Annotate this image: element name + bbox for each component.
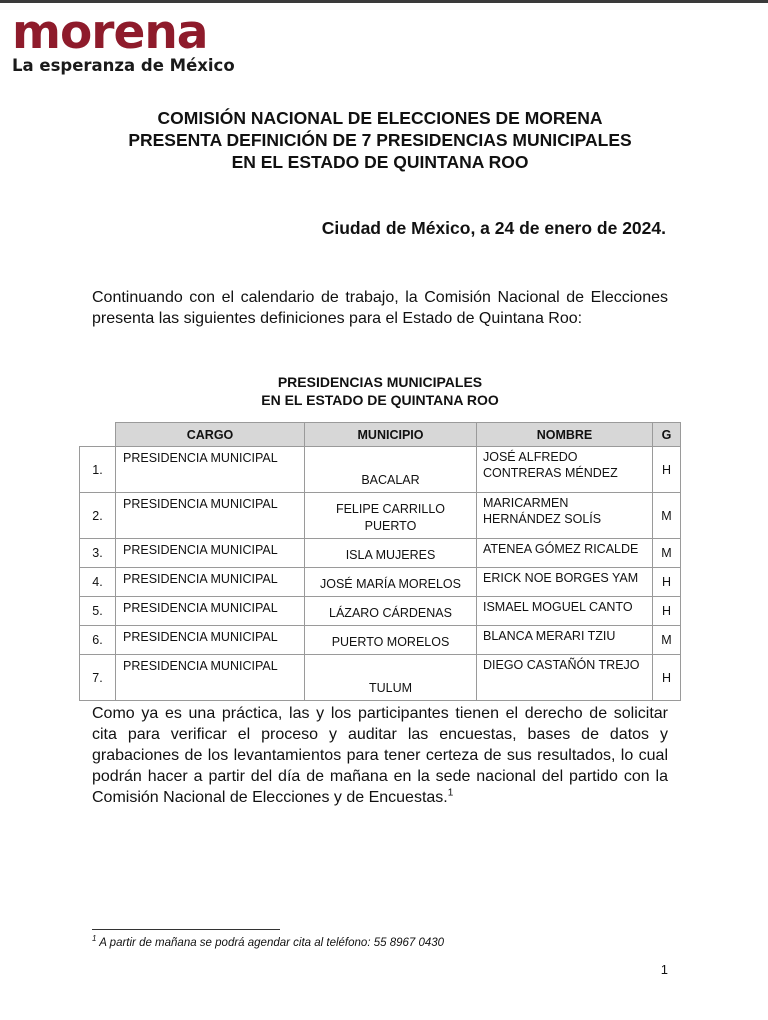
header-g: G (653, 423, 681, 447)
document-title (80, 107, 680, 173)
header-blank-cell (80, 423, 116, 447)
row-cargo: PRESIDENCIA MUNICIPAL (116, 493, 305, 539)
intro-paragraph: Continuando con el calendario de trabajo, la Comisión Nacional de Elecciones presenta las siguientes definiciones para el Estado de Quintana Roo: (92, 289, 668, 327)
row-municipio: BACALAR (305, 447, 477, 493)
row-number: 2. (80, 493, 116, 539)
table-title-line-2: EN EL ESTADO DE QUINTANA ROO (261, 392, 499, 408)
row-cargo: PRESIDENCIA MUNICIPAL (116, 568, 305, 597)
logo-tagline: La esperanza de México (12, 56, 235, 75)
footnote-reference: 1 (447, 787, 454, 799)
table-row (80, 597, 681, 626)
footnote-text: A partir de mañana se podrá agendar cita al teléfono: 55 8967 0430 (99, 937, 445, 949)
table-row (80, 655, 681, 701)
row-nombre: BLANCA MERARI TZIU (477, 626, 653, 655)
row-municipio: JOSÉ MARÍA MORELOS (305, 568, 477, 597)
row-number: 4. (80, 568, 116, 597)
row-number: 3. (80, 539, 116, 568)
table-row (80, 493, 681, 539)
footnote-divider (92, 929, 280, 930)
footnote-marker: 1 (92, 934, 97, 944)
results-table (79, 422, 681, 701)
row-nombre: DIEGO CASTAÑÓN TREJO (477, 655, 653, 701)
footnote (92, 934, 445, 949)
row-cargo: PRESIDENCIA MUNICIPAL (116, 626, 305, 655)
row-nombre: JOSÉ ALFREDO CONTRERAS MÉNDEZ (477, 447, 653, 493)
title-line-1: COMISIÓN NACIONAL DE ELECCIONES DE MORENA (157, 108, 603, 128)
row-gender: M (653, 626, 681, 655)
body-text: Como ya es una práctica, las y los participantes tienen el derecho de solicitar cita para verificar el proceso y auditar las encuestas, bases de datos y grabaciones de los levantamientos para tener certeza de sus resultados, lo cual podrán hacer a partir del día de mañana en la sede nacional del partido con la Comisión Nacional de Elecciones y de Encuestas. (92, 705, 668, 806)
body-paragraph (92, 703, 668, 808)
row-nombre: MARICARMEN HERNÁNDEZ SOLÍS (477, 493, 653, 539)
row-cargo: PRESIDENCIA MUNICIPAL (116, 539, 305, 568)
table-title (80, 373, 680, 409)
table-header-row (80, 423, 681, 447)
row-municipio: TULUM (305, 655, 477, 701)
row-nombre: ISMAEL MOGUEL CANTO (477, 597, 653, 626)
table-row (80, 447, 681, 493)
row-gender: H (653, 568, 681, 597)
row-gender: M (653, 493, 681, 539)
row-number: 7. (80, 655, 116, 701)
row-nombre: ERICK NOE BORGES YAM (477, 568, 653, 597)
table-title-line-1: PRESIDENCIAS MUNICIPALES (277, 374, 483, 390)
table-row (80, 568, 681, 597)
header-cargo: CARGO (116, 423, 305, 447)
title-line-3: EN EL ESTADO DE QUINTANA ROO (231, 152, 529, 172)
row-gender: H (653, 447, 681, 493)
row-gender: H (653, 655, 681, 701)
header-nombre: NOMBRE (477, 423, 653, 447)
row-gender: H (653, 597, 681, 626)
page-number: 1 (660, 962, 668, 977)
table-row (80, 626, 681, 655)
header-municipio: MUNICIPIO (305, 423, 477, 447)
row-municipio: ISLA MUJERES (305, 539, 477, 568)
row-number: 5. (80, 597, 116, 626)
row-cargo: PRESIDENCIA MUNICIPAL (116, 655, 305, 701)
top-border (0, 0, 768, 3)
table-row (80, 539, 681, 568)
title-line-2: PRESENTA DEFINICIÓN DE 7 PRESIDENCIAS MUNICIPALES (128, 130, 632, 150)
morena-logo (12, 5, 235, 75)
row-municipio: PUERTO MORELOS (305, 626, 477, 655)
row-number: 6. (80, 626, 116, 655)
row-number: 1. (80, 447, 116, 493)
row-nombre: ATENEA GÓMEZ RICALDE (477, 539, 653, 568)
row-municipio: FELIPE CARRILLO PUERTO (305, 493, 477, 539)
row-gender: M (653, 539, 681, 568)
row-cargo: PRESIDENCIA MUNICIPAL (116, 447, 305, 493)
dateline: Ciudad de México, a 24 de enero de 2024. (321, 218, 666, 238)
logo-wordmark: morena (12, 5, 208, 60)
row-cargo: PRESIDENCIA MUNICIPAL (116, 597, 305, 626)
row-municipio: LÁZARO CÁRDENAS (305, 597, 477, 626)
